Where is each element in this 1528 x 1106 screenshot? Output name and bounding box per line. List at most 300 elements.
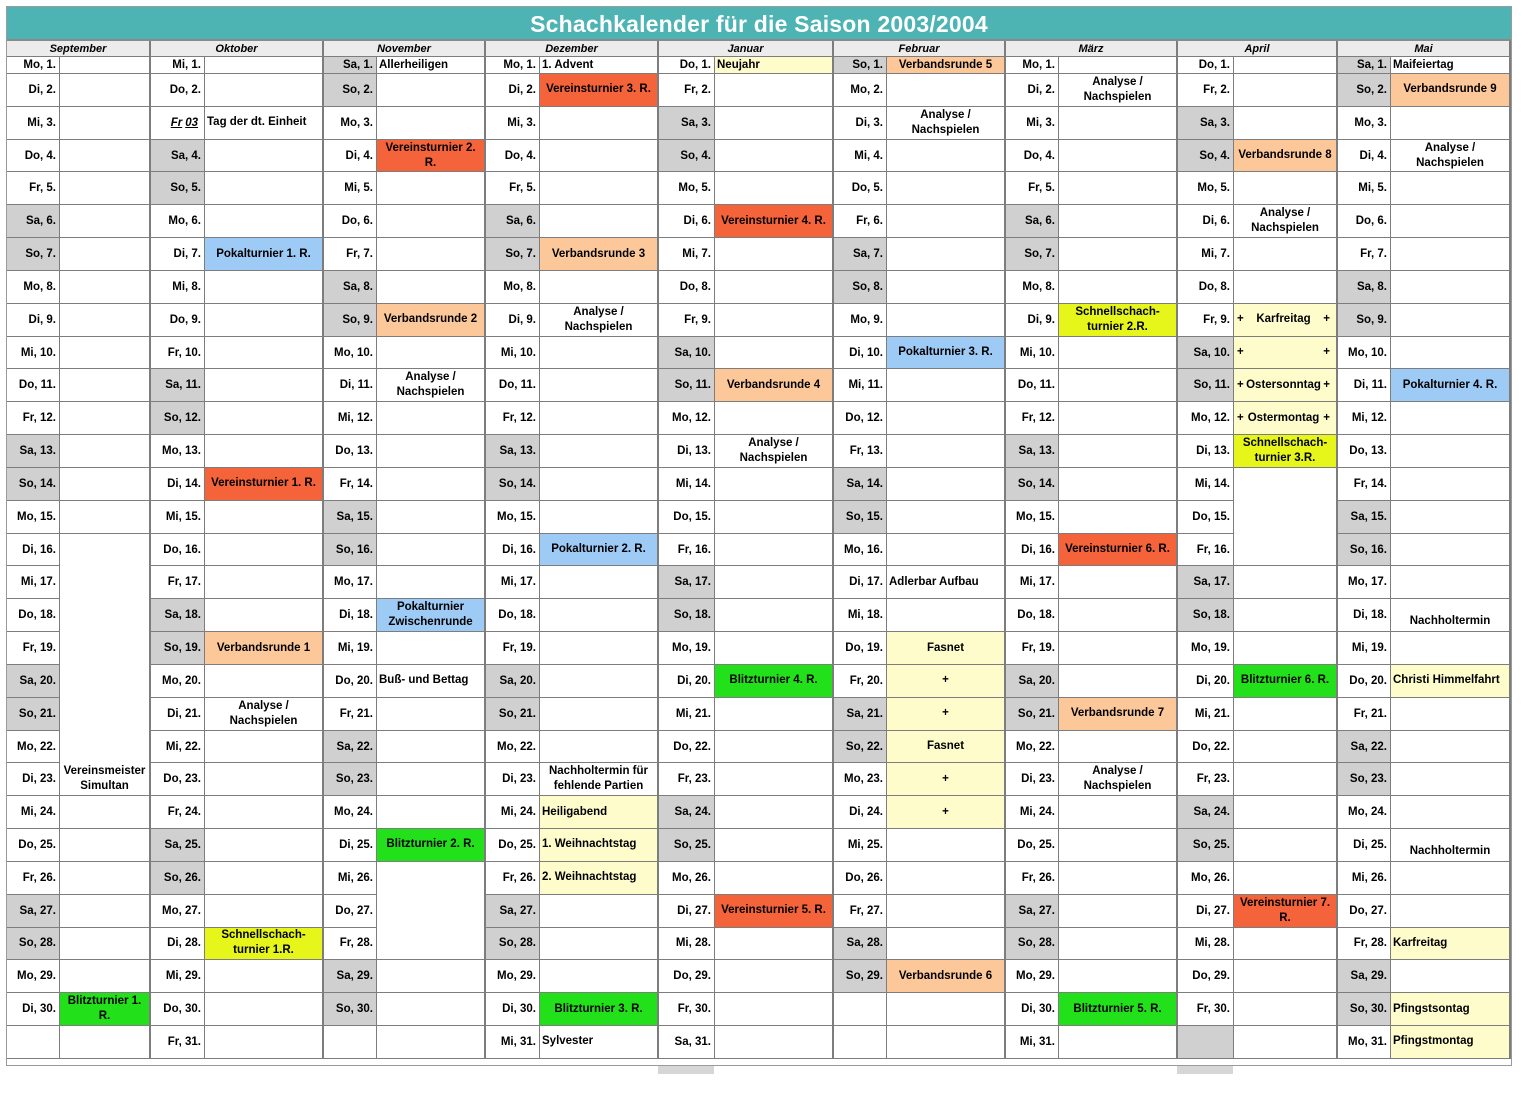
day-cell: Do, 11. [7,369,60,402]
event-cell [1059,238,1178,271]
day-cell: Mo, 31. [1338,1026,1391,1059]
month-header-september: September [7,41,151,57]
event-cell [1059,960,1178,993]
day-cell: Fr, 23. [1178,763,1234,796]
day-cell: Fr, 9. [659,304,715,337]
event-analyse-nachspielen: Analyse / Nachspielen [1059,74,1178,107]
event-cell [205,534,324,567]
event-cell [60,57,151,74]
holiday-label: Ostermontag [1247,411,1320,424]
event-verbandsrunde-3: Verbandsrunde 3 [540,238,659,271]
event-cell [1059,172,1178,205]
day-cell: Fr, 12. [7,402,60,435]
day-cell: Mo, 1. [1006,57,1059,74]
event-cell [205,993,324,1026]
day-cell: So, 14. [7,468,60,501]
event-blitzturnier-3-r: Blitzturnier 3. R. [540,993,659,1026]
day-cell: Di, 14. [151,468,205,501]
event-analyse-nachspielen: Analyse / Nachspielen [1059,763,1178,796]
event-vereinsturnier-5-r: Vereinsturnier 5. R. [715,895,834,928]
event-cell [60,895,151,928]
day-cell: Di, 27. [659,895,715,928]
day-cell: Fr, 12. [486,402,540,435]
day-cell: Di, 11. [1338,369,1391,402]
day-cell: Mo, 23. [834,763,887,796]
day-cell: Mo, 24. [1338,796,1391,829]
event-cell [60,369,151,402]
day-cell: Fr, 5. [7,172,60,205]
event-nachholtermin: Nachholtermin [1391,599,1511,632]
event-cell [1059,665,1178,698]
event-cell [205,1026,324,1059]
day-cell: Mo, 26. [659,862,715,895]
event-cell [887,304,1006,337]
day-cell: Mo, 20. [151,665,205,698]
day-cell: Fr, 12. [1006,402,1059,435]
event-cell [540,402,659,435]
month-header-april: April [1178,41,1338,57]
event-cell [205,402,324,435]
day-cell: Fr, 7. [324,238,377,271]
event-cell [377,271,486,304]
day-cell: Fr, 14. [1338,468,1391,501]
day-cell: Do, 23. [151,763,205,796]
day-cell: Di, 21. [151,698,205,731]
event-cell [1234,1026,1338,1059]
day-cell: Di, 24. [834,796,887,829]
day-cell: Mi, 21. [659,698,715,731]
day-cell: So, 14. [1006,468,1059,501]
day-cell: Mi, 14. [1178,468,1234,501]
day-cell: So, 25. [1178,829,1234,862]
day-cell: Di, 7. [151,238,205,271]
event-cell [715,829,834,862]
event-vereinsmeister-simultan: Vereinsmeister Simultan [60,763,151,796]
event-cell [1059,435,1178,468]
event-ostermontag [1234,402,1338,435]
event-cell [60,928,151,961]
event-cell [60,1026,151,1059]
event-cell-empty [1234,468,1338,501]
event-cell [60,304,151,337]
event-ostersonntag [1234,369,1338,402]
event-cell [205,731,324,764]
day-cell: Do, 6. [324,205,377,238]
day-label-italic: Fr [170,116,183,129]
event-cell [377,731,486,764]
day-cell: Sa, 25. [151,829,205,862]
day-cell: Do, 26. [834,862,887,895]
day-cell: Do, 25. [7,829,60,862]
event-cell [377,1026,486,1059]
event-cell [60,271,151,304]
day-cell: So, 18. [659,599,715,632]
day-cell: Sa, 1. [1338,57,1391,74]
event-cell [1391,172,1511,205]
day-cell: Sa, 22. [324,731,377,764]
plus-marker: + [1323,346,1330,359]
event-cell [1234,599,1338,632]
event-cell-empty [60,599,151,632]
day-cell: Do, 20. [324,665,377,698]
day-cell: Mi, 28. [659,928,715,961]
event-cell [887,895,1006,928]
day-cell: Sa, 6. [486,205,540,238]
event-cell [715,304,834,337]
event-cell [377,763,486,796]
day-cell: Fr, 23. [659,763,715,796]
event-1-advent: 1. Advent [540,57,659,74]
gray-strip-april [1177,1066,1233,1074]
event-cell [887,468,1006,501]
day-cell: Fr, 28. [1338,928,1391,961]
event-verbandsrunde-5: Verbandsrunde 5 [887,57,1006,74]
event-pfingstmontag: Pfingstmontag [1391,1026,1511,1059]
event-cell [715,731,834,764]
day-cell: Fr, 16. [1178,534,1234,567]
day-cell: Do, 6. [1338,205,1391,238]
event-cell [1234,238,1338,271]
day-cell: Do, 30. [151,993,205,1026]
event-cell [715,632,834,665]
event-cell [1234,566,1338,599]
event-cell [377,698,486,731]
day-cell: Do, 16. [151,534,205,567]
day-cell: Mo, 2. [834,74,887,107]
event-blitzturnier-5-r: Blitzturnier 5. R. [1059,993,1178,1026]
event-cell [205,337,324,370]
day-cell: Sa, 3. [1178,107,1234,140]
day-cell: Sa, 13. [1006,435,1059,468]
day-cell: Sa, 24. [659,796,715,829]
day-cell: So, 28. [1006,928,1059,961]
event-pfingstsontag: Pfingstsontag [1391,993,1511,1026]
day-cell: Di, 18. [1338,599,1391,632]
event-cell [60,501,151,534]
event-verbandsrunde-4: Verbandsrunde 4 [715,369,834,402]
day-cell: So, 9. [324,304,377,337]
day-cell: Mi, 10. [7,337,60,370]
event-cell [60,74,151,107]
event-analyse-nachspielen: Analyse / Nachspielen [715,435,834,468]
day-cell: Sa, 22. [1338,731,1391,764]
event-cell [205,57,324,74]
month-header-februar: Februar [834,41,1006,57]
day-cell: Mo, 8. [7,271,60,304]
event-allerheiligen: Allerheiligen [377,57,486,74]
event-cell [540,501,659,534]
event-cell [715,271,834,304]
day-cell: Do, 25. [486,829,540,862]
day-cell: Do, 22. [1178,731,1234,764]
day-cell: So, 28. [7,928,60,961]
event-karfreitag [1234,304,1338,337]
event-cell [377,74,486,107]
day-cell: Sa, 20. [7,665,60,698]
day-cell: So, 5. [151,172,205,205]
event-adlerbar-aufbau: Adlerbar Aufbau [887,566,1006,599]
event-cell [540,140,659,173]
event-cell [1059,796,1178,829]
event-cell [715,928,834,961]
day-cell: Sa, 6. [1006,205,1059,238]
day-cell: Do, 9. [151,304,205,337]
event-verbandsrunde-7: Verbandsrunde 7 [1059,698,1178,731]
day-cell: Di, 6. [659,205,715,238]
event-cell [205,140,324,173]
day-cell: Mo, 27. [151,895,205,928]
day-cell: Fr, 26. [7,862,60,895]
event-cell [1059,1026,1178,1059]
event-cell [60,862,151,895]
event-cell [1234,271,1338,304]
event-cell [205,501,324,534]
event-cell [1391,534,1511,567]
event-cell [887,534,1006,567]
day-cell: Fr, 9. [1178,304,1234,337]
event-cell [715,763,834,796]
day-cell: Sa, 13. [486,435,540,468]
event-cell [1391,895,1511,928]
event-cell [60,796,151,829]
event-cell [60,468,151,501]
day-cell: So, 11. [1178,369,1234,402]
day-cell: Mi, 17. [7,566,60,599]
event-cell [1059,632,1178,665]
day-cell: Mi, 3. [486,107,540,140]
event-cell [540,435,659,468]
day-cell: Di, 11. [324,369,377,402]
april-empty-day [1178,1026,1234,1059]
day-cell: Mo, 19. [1178,632,1234,665]
event-cell [715,172,834,205]
day-cell: Mo, 5. [659,172,715,205]
event-cell [540,731,659,764]
day-cell: Sa, 29. [1338,960,1391,993]
day-cell [7,1026,60,1059]
event-cell [377,468,486,501]
day-cell: Fr, 7. [1338,238,1391,271]
event-cell [1234,862,1338,895]
event-cell [887,402,1006,435]
day-cell: Mi, 28. [1178,928,1234,961]
day-cell: Sa, 15. [324,501,377,534]
day-cell: Mo, 29. [1006,960,1059,993]
event-neujahr: Neujahr [715,57,834,74]
day-cell: Fr, 30. [659,993,715,1026]
day-cell: Di, 28. [151,928,205,961]
event-cell [1234,928,1338,961]
day-cell: Mo, 10. [1338,337,1391,370]
event-analyse-nachspielen: Analyse / Nachspielen [205,698,324,731]
day-cell: Do, 12. [834,402,887,435]
event-cell [887,140,1006,173]
day-cell: Di, 20. [1178,665,1234,698]
event-cell [715,1026,834,1059]
event-pokalturnier-2-r: Pokalturnier 2. R. [540,534,659,567]
event-cell-empty [60,566,151,599]
event-cell-empty [60,534,151,567]
event-cell [1391,763,1511,796]
event-analyse-nachspielen: Analyse / Nachspielen [887,107,1006,140]
day-cell: Do, 22. [659,731,715,764]
event-cell [887,862,1006,895]
event-cell [715,74,834,107]
event-blitzturnier-6-r: Blitzturnier 6. R. [1234,665,1338,698]
day-cell: So, 30. [324,993,377,1026]
event-cell [60,205,151,238]
day-cell: Di, 3. [834,107,887,140]
day-cell: Do, 8. [1178,271,1234,304]
day-cell: Mo, 10. [324,337,377,370]
event-cell [1391,271,1511,304]
day-cell: Fr, 26. [1006,862,1059,895]
day-cell: Mo, 8. [1006,271,1059,304]
day-cell: Fr, 21. [324,698,377,731]
day-cell: Di, 13. [1178,435,1234,468]
day-cell: Di, 13. [659,435,715,468]
holiday-label: Ostersonntag [1246,378,1321,391]
event-cell-empty [60,665,151,698]
day-cell: Mi, 14. [659,468,715,501]
event-vereinsturnier-7-r: Vereinsturnier 7. R. [1234,895,1338,928]
day-cell: Mi, 5. [324,172,377,205]
day-cell: Fr, 16. [659,534,715,567]
day-cell: Fr, 31. [151,1026,205,1059]
day-cell: Sa, 29. [324,960,377,993]
day-cell: Do, 1. [659,57,715,74]
event-cell-empty [60,698,151,731]
day-cell: Di, 2. [1006,74,1059,107]
plus-marker: + [1237,378,1244,391]
event-cell [540,599,659,632]
day-cell: So, 21. [1006,698,1059,731]
day-cell: So, 22. [834,731,887,764]
event-cell [205,205,324,238]
event-cell [205,763,324,796]
plus-marker: + [1323,313,1330,326]
day-cell: Fr, 26. [486,862,540,895]
event-cell [1059,599,1178,632]
day-cell: Mo, 17. [324,566,377,599]
event-cell [540,369,659,402]
day-cell: Fr, 20. [834,665,887,698]
day-cell: Do, 4. [7,140,60,173]
event-cell [60,435,151,468]
event-schnellschach-turnier-1-r: Schnellschach-turnier 1.R. [205,928,324,961]
day-cell: Di, 30. [1006,993,1059,1026]
event-cell [60,107,151,140]
day-cell: Di, 9. [7,304,60,337]
event-cell [60,402,151,435]
event-cell [205,566,324,599]
day-cell: So, 25. [659,829,715,862]
event-cell [377,566,486,599]
event-cell [887,829,1006,862]
day-cell: Sa, 13. [7,435,60,468]
day-cell: Mo, 29. [486,960,540,993]
day-cell: So, 23. [324,763,377,796]
day-cell: Do, 29. [659,960,715,993]
day-cell: Di, 2. [7,74,60,107]
day-cell: Mi, 25. [834,829,887,862]
event-cell [205,895,324,928]
day-cell: Di, 6. [1178,205,1234,238]
day-cell: Sa, 8. [1338,271,1391,304]
day-cell: Mo, 16. [834,534,887,567]
event-cell [1234,632,1338,665]
day-cell: Do, 18. [1006,599,1059,632]
event-cell [540,960,659,993]
day-cell: Mo, 24. [324,796,377,829]
day-cell: Mi, 4. [834,140,887,173]
event-cell [1391,468,1511,501]
event-cell [715,468,834,501]
day-cell: Sa, 1. [324,57,377,74]
day-cell: Mi, 19. [1338,632,1391,665]
day-cell: Mi, 24. [7,796,60,829]
month-header-oktober: Oktober [151,41,324,57]
day-cell: Sa, 20. [1006,665,1059,698]
day-cell: Sa, 27. [7,895,60,928]
event-cell [1391,435,1511,468]
event-cell [1059,107,1178,140]
day-cell: Di, 23. [1006,763,1059,796]
day-cell: Mo, 1. [7,57,60,74]
event-analyse-nachspielen: Analyse / Nachspielen [1391,140,1511,173]
event-cell [1234,829,1338,862]
event-cell [887,205,1006,238]
event-cell [887,928,1006,961]
day-cell: Do, 4. [486,140,540,173]
day-cell: So, 29. [834,960,887,993]
day-cell: Mi, 10. [1006,337,1059,370]
event-cell [60,238,151,271]
event-cell [1234,107,1338,140]
event-marker: + [887,763,1006,796]
event-analyse-nachspielen: Analyse / Nachspielen [1234,205,1338,238]
event-analyse-nachspielen: Analyse / Nachspielen [540,304,659,337]
event-cell [205,796,324,829]
event-cell [1391,304,1511,337]
month-header-row [7,41,1511,57]
event-cell [377,501,486,534]
event-schnellschach-turnier-2-r: Schnellschach-turnier 2.R. [1059,304,1178,337]
day-cell: Di, 4. [1338,140,1391,173]
event-cell [205,271,324,304]
day-cell: Mo, 1. [486,57,540,74]
event-cell [205,862,324,895]
day-cell: Do, 27. [324,895,377,928]
event-fasnet: Fasnet [887,632,1006,665]
day-cell: So, 16. [324,534,377,567]
day-cell: Di, 27. [1178,895,1234,928]
plus-marker: + [1237,411,1244,424]
event-cell [1234,57,1338,74]
day-cell: Mo, 26. [1178,862,1234,895]
day-cell: Di, 20. [659,665,715,698]
day-cell: Mi, 11. [834,369,887,402]
day-cell: Sa, 15. [1338,501,1391,534]
event-cell [887,238,1006,271]
event-cell [887,1026,1006,1059]
event-marker [1234,337,1338,370]
day-cell: Fr, 14. [324,468,377,501]
event-cell [1059,501,1178,534]
day-cell: Mi, 26. [1338,862,1391,895]
event-cell [377,337,486,370]
day-cell: Mo, 3. [1338,107,1391,140]
